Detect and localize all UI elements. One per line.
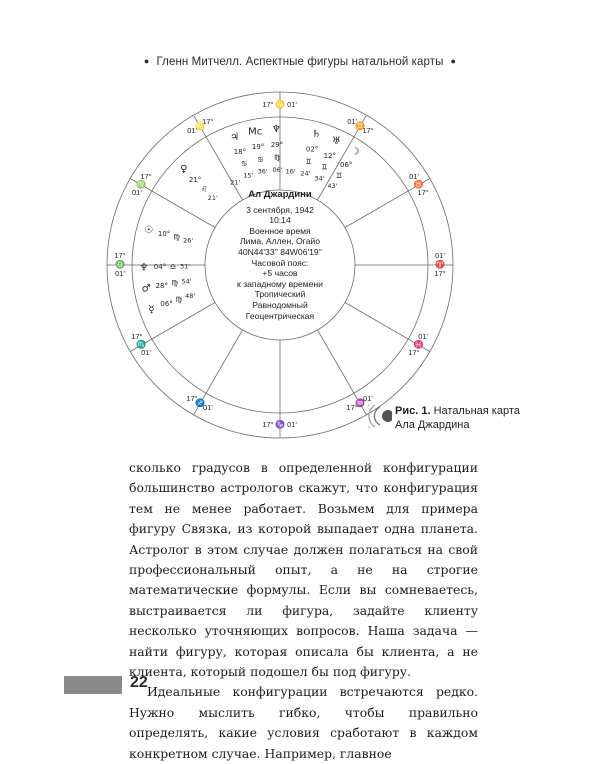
cusp-degree: 17° [262,419,274,429]
cusp-degree: 17° [114,250,126,260]
chart-detail-line: 40N44'33'' 84W06'19'' [238,246,322,257]
cusp-minute: 01' [132,187,142,197]
cusp-minute: 01' [187,125,197,135]
cusp-minute: 01' [287,99,297,109]
cusp-sign-icon: ♍ [136,180,147,190]
cusp-degree: 17° [417,187,429,197]
planet-sign-icon: ♋ [257,154,264,164]
planet-glyph-icon: ♆ [271,124,281,135]
planet-degree: 06° [339,160,353,169]
planet-glyph-icon: ☿ [148,304,155,316]
page-number: 22 [130,674,148,691]
chart-detail-line: +5 часов [262,268,298,279]
planet-degree: 12° [323,151,337,160]
bullet-icon: ● [143,56,150,66]
planet-minute: 15' [243,171,254,180]
planet-glyph-icon: ♄ [311,128,321,140]
chart-detail-line: Военное время [249,225,311,236]
planet-degree: 06° [160,300,173,309]
planet-degree: 18° [233,147,247,156]
planet-degree: 10° [157,229,171,238]
cusp-degree: 17° [186,393,198,403]
planet-degree: 02° [305,145,319,154]
planet-minute: 21' [207,193,218,202]
planet-degree: 04° [153,263,167,272]
caption-arcs-icon [368,403,392,429]
planet-glyph-icon: ☉ [144,224,154,236]
planet-glyph-icon: ♃ [230,131,240,143]
planet-minute: 21' [230,178,241,187]
cusp-sign-icon: ♉ [413,180,424,190]
cusp-minute: 01' [409,172,419,182]
cusp-minute: 01' [363,393,373,403]
cusp-sign-icon: ♏ [136,340,147,350]
paragraph: Идеальные конфигурации встречаются редко. Нужно мыслить гибко, чтобы правильно определять, какие условия сработают в каждом конкретном случае. Например, главное [129,684,478,761]
planet-sign-icon: ♍ [175,294,183,304]
planet-minute: 34' [314,174,325,183]
planet-sign-icon: ♍ [173,232,180,242]
planet-sign-icon: ♌ [200,184,208,194]
chart-detail-line: 10:14 [269,215,291,226]
planet-minute: 24' [300,169,311,178]
bullet-icon: ● [450,56,457,66]
page-number-bar [64,676,122,694]
cusp-sign-icon: ♋ [275,100,285,110]
planet-minute: 31' [179,262,191,271]
cusp-sign-icon: ♈ [435,260,445,270]
chart-detail-line: 3 сентября, 1942 [246,204,314,215]
planet-glyph-icon: ♂ [141,283,151,295]
chart-detail-line: Равнодомный [252,299,308,310]
cusp-degree: 17° [408,347,420,357]
planet-sign-icon: ♊ [321,162,328,172]
cusp-sign-icon: ♐ [195,398,205,408]
planet-sign-icon: ♊ [335,170,343,180]
planet-minute: 16' [285,167,296,176]
planet-degree: 19° [251,143,265,151]
planet-glyph-icon: ♆ [139,262,149,274]
planet-minute: 06' [272,166,283,174]
cusp-minute: 01' [287,419,297,429]
cusp-minute: 01' [347,116,357,126]
cusp-sign-icon: ♎ [115,260,125,270]
planet-glyph-icon: ☽ [350,146,360,158]
running-head-title: Гленн Митчелл. Аспектные фигуры натальной карты [156,56,444,68]
planet-glyph-icon: ♅ [331,136,341,148]
cusp-degree: 17° [202,116,214,126]
planet-degree: 29° [270,141,284,149]
cusp-minute: 01' [141,347,151,357]
planet-sign-icon: ♍ [273,153,281,162]
chart-detail-line: Геоцентрическая [245,310,315,321]
cusp-degree: 17° [131,332,143,342]
planet-minute: 26' [183,236,194,245]
cusp-degree: 17° [262,99,274,109]
planet-minute: 36' [257,167,268,176]
planet-minute: 54' [181,277,192,286]
planet-glyph-icon: ♀ [180,163,188,175]
planet-glyph-icon: Mc [248,126,263,138]
cusp-degree: 17° [346,403,358,413]
cusp-sign-icon: ♑ [275,420,285,430]
cusp-degree: 17° [362,125,374,135]
caption-label: Рис. 1. [395,405,431,417]
chart-detail-line: Лима, Аллен, Огайо [240,236,320,247]
body-text [129,458,478,764]
planet-minute: 48' [185,291,196,300]
planet-sign-icon: ♋ [240,159,248,169]
figure-caption [395,404,520,432]
cusp-minute: 01' [115,269,125,279]
caption-line-1: Натальная карта [433,405,520,417]
cusp-sign-icon: ♓ [413,340,424,350]
chart-detail-line: Тропический [254,289,306,300]
planet-sign-icon: ♊ [305,156,312,166]
cusp-minute: 01' [418,332,428,342]
cusp-minute: 01' [203,403,213,413]
planet-sign-icon: ♍ [171,278,178,288]
planet-minute: 43' [327,181,338,190]
caption-line-2: Ала Джардина [395,419,470,431]
chart-subject-name: Ал Джардини [248,189,312,200]
cusp-minute: 01' [435,250,445,260]
planet-sign-icon: ♎ [169,261,177,271]
chart-center-info [206,190,354,321]
cusp-sign-icon: ♊ [355,121,365,131]
paragraph: сколько градусов в определенной конфигурации большинство астрологов скажут, что конфигурация тем не менее работает. Возьмем для примера фигуру Связка, из которой выпадает одна планета. Астролог в этом случае должен полагаться на свой профессиональный опыт, а не на строгие математические формулы. Если вы сомневаетесь, выстраивается ли фигура, задайте клиенту несколько уточняющих вопросов. Наша задача — найти фигуру, которая описала бы клиента, а не клиента, который подошел бы под фигуру. [129,460,478,680]
planet-degree: 28° [155,281,169,290]
planet-degree: 21° [188,176,202,185]
chart-detail-line: Часовой пояс: [251,257,309,268]
cusp-degree: 17° [140,172,152,182]
cusp-degree: 17° [434,269,446,279]
chart-detail-line: к западному времени [237,278,323,289]
cusp-sign-icon: ♒ [355,398,365,408]
cusp-sign-icon: ♌ [195,121,205,131]
